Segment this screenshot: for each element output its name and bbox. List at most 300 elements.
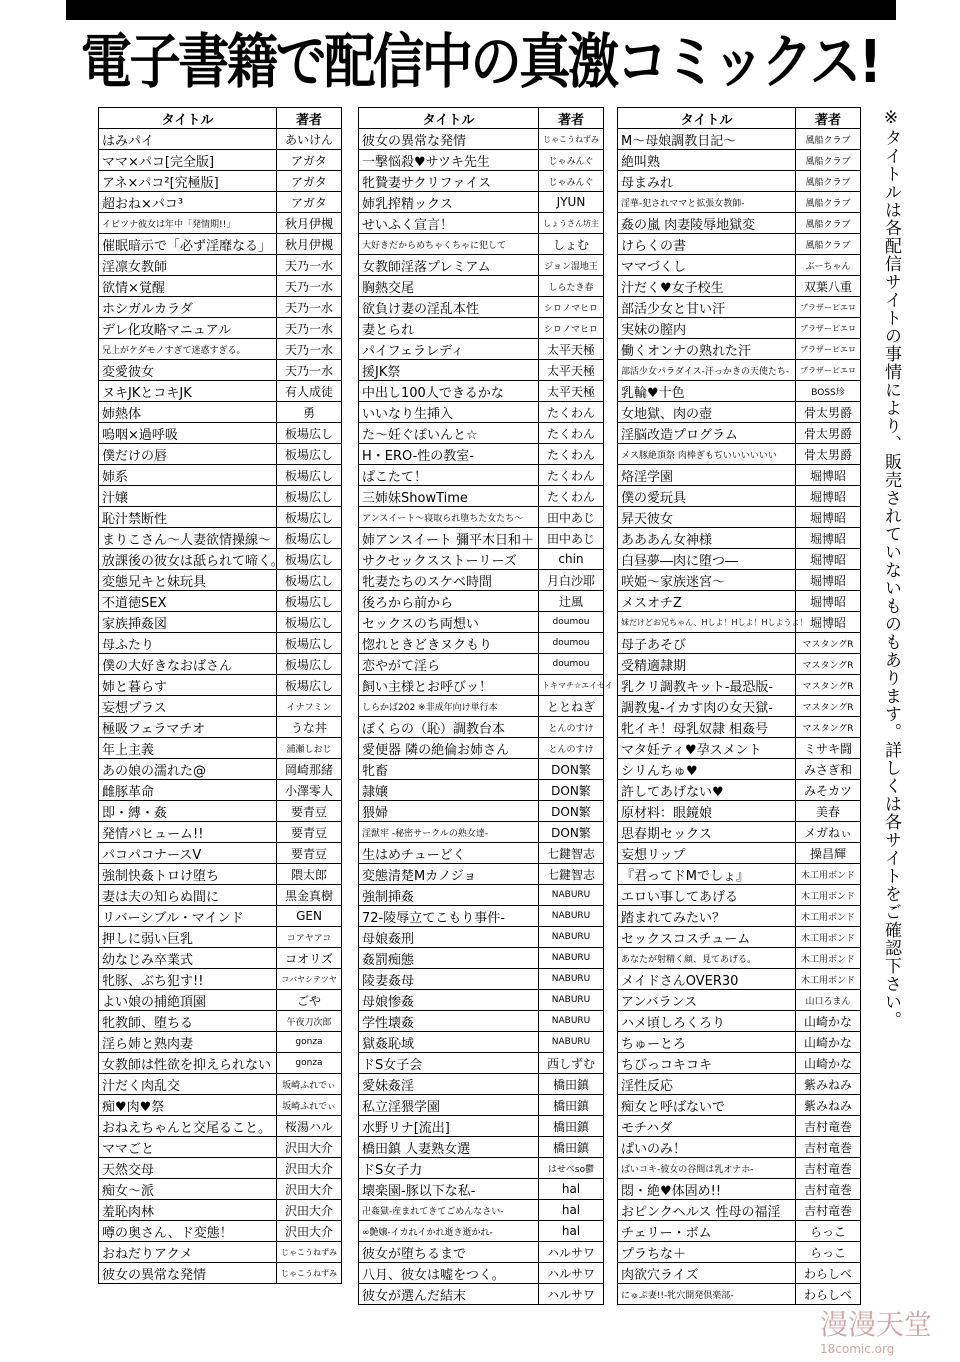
book-author: ブラザーピエロ	[796, 339, 861, 360]
catalog-row	[359, 738, 604, 759]
book-author: 吉村竜巻	[796, 1116, 861, 1137]
book-author: ミサキ闘	[796, 738, 861, 759]
book-title: 隷嬢	[359, 780, 539, 801]
watermark-logo-text: 漫漫天堂	[820, 1308, 933, 1341]
book-author: 坂崎ふれでぃ	[277, 1074, 342, 1095]
catalog-row	[359, 1221, 604, 1242]
book-author: らっこ	[796, 1242, 861, 1263]
book-author: 要青豆	[277, 822, 342, 843]
book-author: doumou	[539, 633, 604, 654]
book-author: NABURU	[539, 948, 604, 969]
book-author: しょうさん坊主	[539, 213, 604, 234]
book-title: 獄姦恥域	[359, 1032, 539, 1053]
book-title: リバーシブル・マインド	[99, 906, 277, 927]
book-author: 堀博昭	[796, 507, 861, 528]
book-title: 絶叫熟	[618, 150, 796, 171]
catalog-row	[99, 1053, 342, 1074]
catalog-row	[359, 486, 604, 507]
catalog-row	[359, 1263, 604, 1284]
catalog-row	[618, 486, 861, 507]
book-title: 三姉妹ShowTime	[359, 486, 539, 507]
book-title: 欲情×覚醒	[99, 276, 277, 297]
book-author: chin	[539, 549, 604, 570]
book-title: よい娘の捕絶頂園	[99, 990, 277, 1011]
catalog-row	[99, 1158, 342, 1179]
book-title: 催眠暗示で「必ず淫靡なる」	[99, 234, 277, 255]
catalog-table-1	[98, 107, 342, 1284]
availability-note: ※タイトルは各配信サイトの事情により、販売されていないものもあります。詳しくは各サイトをご確認下さい。	[881, 108, 901, 1029]
catalog-row	[618, 591, 861, 612]
catalog-row	[359, 654, 604, 675]
book-author: 骨太男爵	[796, 402, 861, 423]
catalog-row	[618, 1284, 861, 1305]
catalog-row	[359, 1200, 604, 1221]
book-author: シロノマヒロ	[539, 318, 604, 339]
catalog-row	[99, 444, 342, 465]
catalog-row	[99, 255, 342, 276]
book-author: hal	[539, 1200, 604, 1221]
book-title: 噂の奥さん、ド変態！	[99, 1221, 277, 1242]
catalog-row	[359, 1011, 604, 1032]
book-author: DON繁	[539, 759, 604, 780]
book-title: 強制快姦トロけ堕ち	[99, 864, 277, 885]
book-author: しらたき春	[539, 276, 604, 297]
book-title: 嗚咽×過呼吸	[99, 423, 277, 444]
book-title: しらかば202 ※非成年向け単行本	[359, 696, 539, 717]
book-title: 許してあげない♥	[618, 780, 796, 801]
catalog-row	[99, 297, 342, 318]
book-title: ちゅーとろ	[618, 1032, 796, 1053]
catalog-row	[99, 171, 342, 192]
book-author: 双葉八重	[796, 276, 861, 297]
book-author: シロノマヒロ	[539, 297, 604, 318]
book-title: 愛便器 隣の絶倫お姉さん	[359, 738, 539, 759]
catalog-row	[618, 633, 861, 654]
book-author: hal	[539, 1221, 604, 1242]
book-author: イナフミン	[277, 696, 342, 717]
book-title: 姉アンスイート 彌平木日和＋	[359, 528, 539, 549]
catalog-row	[99, 675, 342, 696]
catalog-row	[359, 276, 604, 297]
catalog-row	[618, 1179, 861, 1200]
catalog-table-2	[358, 107, 613, 1305]
book-title: ホシガルカラダ	[99, 297, 277, 318]
book-title: 牝畜	[359, 759, 539, 780]
book-author: 有人成徒	[277, 381, 342, 402]
book-title: けらくの書	[618, 234, 796, 255]
catalog-row	[618, 738, 861, 759]
book-author: 板場広し	[277, 570, 342, 591]
book-title: 水野リナ[流出]	[359, 1116, 539, 1137]
book-author: 天乃一水	[277, 318, 342, 339]
watermark-url: 18comic.org	[820, 1342, 895, 1356]
book-author: じゃみんぐ	[539, 150, 604, 171]
book-author: マスタングR	[796, 675, 861, 696]
book-author: 木工用ボンド	[796, 969, 861, 990]
catalog-row	[99, 1179, 342, 1200]
catalog-row	[99, 885, 342, 906]
catalog-row	[618, 129, 861, 150]
book-author: 風船クラブ	[796, 171, 861, 192]
catalog-row	[359, 717, 604, 738]
book-author: 板場広し	[277, 444, 342, 465]
book-title: 『君ってドMでしょ』	[618, 864, 796, 885]
book-author: 吉村竜巻	[796, 1179, 861, 1200]
book-author: 堀博昭	[796, 465, 861, 486]
book-title: 汁だく♥女子校生	[618, 276, 796, 297]
book-title: 女教師は性欲を抑えられない	[99, 1053, 277, 1074]
catalog-row	[618, 1116, 861, 1137]
catalog-row	[618, 906, 861, 927]
book-author: 天乃一水	[277, 297, 342, 318]
book-author: はせべso鬱	[539, 1158, 604, 1179]
catalog-row	[618, 276, 861, 297]
book-title: 幼なじみ卒業式	[99, 948, 277, 969]
book-title: ぱいコキ-彼女の谷間は乳オナホ-	[618, 1158, 796, 1179]
book-title: プラちな＋	[618, 1242, 796, 1263]
book-author: 操昌輝	[796, 843, 861, 864]
catalog-row	[618, 381, 861, 402]
catalog-row	[99, 528, 342, 549]
book-title: 女教師淫落プレミアム	[359, 255, 539, 276]
book-author: 沢田大介	[277, 1179, 342, 1200]
book-title: 汁嬢	[99, 486, 277, 507]
book-author: みそカツ	[796, 780, 861, 801]
book-title: 痴♥肉♥祭	[99, 1095, 277, 1116]
book-title: マタ妊ティ♥孕スメント	[618, 738, 796, 759]
book-title: 乳輪♥十色	[618, 381, 796, 402]
catalog-row	[99, 780, 342, 801]
book-author: 吉村竜巻	[796, 1137, 861, 1158]
book-author: 太平天極	[539, 339, 604, 360]
book-title: 壊楽園-豚以下な私-	[359, 1179, 539, 1200]
catalog-row	[99, 1095, 342, 1116]
book-author: ハルサワ	[539, 1284, 604, 1305]
book-author: 秋月伊槻	[277, 234, 342, 255]
book-title: 母まみれ	[618, 171, 796, 192]
catalog-row	[618, 444, 861, 465]
book-title: あなたが射精く顔、見てあげる。	[618, 948, 796, 969]
book-author: 月白沙耶	[539, 570, 604, 591]
catalog-row	[99, 402, 342, 423]
book-title: アンバランス	[618, 990, 796, 1011]
catalog-row	[618, 759, 861, 780]
catalog-row	[359, 969, 604, 990]
book-title: パイフェラレディ	[359, 339, 539, 360]
catalog-row	[359, 780, 604, 801]
book-author: ハルサワ	[539, 1263, 604, 1284]
book-title: せいふく宣言！	[359, 213, 539, 234]
book-author: 板場広し	[277, 465, 342, 486]
book-author: たくわん	[539, 402, 604, 423]
catalog-row	[99, 906, 342, 927]
book-title: 淫凛女教師	[99, 255, 277, 276]
catalog-row	[99, 486, 342, 507]
book-title: 彼女の異常な発情	[99, 1263, 277, 1284]
book-title: 卍姦獄-産まれてきてごめんなさい-	[359, 1200, 539, 1221]
book-author: じゃこうねずみ	[277, 1263, 342, 1284]
book-title: 恋やがて淫ら	[359, 654, 539, 675]
book-author: コオリズ	[277, 948, 342, 969]
book-author: hal	[539, 1179, 604, 1200]
book-title: 原材料：眼鏡娘	[618, 801, 796, 822]
book-author: ブラザーピエロ	[796, 318, 861, 339]
catalog-row	[359, 591, 604, 612]
book-author: 隈太郎	[277, 864, 342, 885]
book-author: 午夜刀次郎	[277, 1011, 342, 1032]
book-title: 変態兄キと妹玩具	[99, 570, 277, 591]
book-title: 天然交母	[99, 1158, 277, 1179]
book-author: 板場広し	[277, 528, 342, 549]
book-title: 母娘姦刑	[359, 927, 539, 948]
book-author: たくわん	[539, 465, 604, 486]
catalog-row	[618, 1137, 861, 1158]
book-author: 堀博昭	[796, 486, 861, 507]
catalog-row	[359, 612, 604, 633]
book-title: あの娘の濡れた@	[99, 759, 277, 780]
catalog-row	[99, 507, 342, 528]
book-author: じゃこうねずみ	[539, 129, 604, 150]
catalog-row	[359, 360, 604, 381]
catalog-row	[359, 234, 604, 255]
catalog-row	[99, 549, 342, 570]
book-author: 堀博昭	[796, 570, 861, 591]
book-title: H・ERO-性の教室-	[359, 444, 539, 465]
catalog-row	[99, 192, 342, 213]
book-author: 沢田大介	[277, 1137, 342, 1158]
book-title: ぱいのみ！	[618, 1137, 796, 1158]
book-title: 淫ら姉と熟肉妻	[99, 1032, 277, 1053]
book-title: 兄上がケダモノすぎて迷惑すぎる。	[99, 339, 277, 360]
book-author: 木工用ボンド	[796, 885, 861, 906]
catalog-row	[618, 1263, 861, 1284]
book-author: 堀博昭	[796, 591, 861, 612]
catalog-row	[99, 759, 342, 780]
catalog-row	[618, 402, 861, 423]
book-title: 極吸フェラマチオ	[99, 717, 277, 738]
book-author: 沢田大介	[277, 1158, 342, 1179]
catalog-row	[359, 1095, 604, 1116]
author-column-header: 著者	[539, 108, 604, 129]
book-title: 発情パヒューム!!	[99, 822, 277, 843]
book-author: コバヤシテツヤ	[277, 969, 342, 990]
book-author: 七鍵智志	[539, 864, 604, 885]
book-title: デレ化攻略マニュアル	[99, 318, 277, 339]
book-author: メガねぃ	[796, 822, 861, 843]
catalog-row	[359, 255, 604, 276]
book-title: 大好きだからめちゃくちゃに犯して	[359, 234, 539, 255]
catalog-row	[618, 570, 861, 591]
book-author: 橋田鎮	[539, 1137, 604, 1158]
book-author: gonza	[277, 1032, 342, 1053]
book-title: 妻は夫の知らぬ間に	[99, 885, 277, 906]
catalog-row	[359, 1179, 604, 1200]
book-title: 彼女の異常な発情	[359, 129, 539, 150]
catalog-row	[359, 864, 604, 885]
catalog-row	[618, 675, 861, 696]
catalog-row	[99, 864, 342, 885]
book-author: マスタングR	[796, 717, 861, 738]
catalog-row	[359, 297, 604, 318]
book-title: 姉熱体	[99, 402, 277, 423]
book-author: 山崎かな	[796, 1011, 861, 1032]
catalog-row	[618, 780, 861, 801]
book-title: 愛妹姦淫	[359, 1074, 539, 1095]
book-author: 板場広し	[277, 612, 342, 633]
book-title: パコパコナースV	[99, 843, 277, 864]
catalog-row	[618, 990, 861, 1011]
book-title: た～妊ぐぽいんと☆	[359, 423, 539, 444]
book-title: 姦の嵐 肉妻陵辱地獄変	[618, 213, 796, 234]
book-title: 白昼夢―肉に堕つ―	[618, 549, 796, 570]
book-author: 浦瀬しおじ	[277, 738, 342, 759]
catalog-row	[359, 171, 604, 192]
book-author: 風船クラブ	[796, 234, 861, 255]
book-title: 母子あそび	[618, 633, 796, 654]
catalog-row	[618, 948, 861, 969]
book-author: 木工用ボンド	[796, 948, 861, 969]
catalog-row	[618, 843, 861, 864]
catalog-row	[99, 465, 342, 486]
book-author: NABURU	[539, 969, 604, 990]
book-title: 妄想リップ	[618, 843, 796, 864]
catalog-row	[618, 927, 861, 948]
book-author: 坂崎ふれでぃ	[277, 1095, 342, 1116]
book-title: 胸熱交尾	[359, 276, 539, 297]
catalog-row	[618, 612, 861, 633]
book-author: 勇	[277, 402, 342, 423]
top-black-bar	[66, 0, 896, 20]
book-title: 妻とられ	[359, 318, 539, 339]
catalog-row	[99, 1221, 342, 1242]
book-title: 汁だく肉乱交	[99, 1074, 277, 1095]
book-title: 変愛彼女	[99, 360, 277, 381]
book-title: 肉欲穴ライズ	[618, 1263, 796, 1284]
catalog-row	[99, 717, 342, 738]
book-author: マスタングR	[796, 654, 861, 675]
catalog-row	[618, 192, 861, 213]
catalog-row	[359, 1116, 604, 1137]
catalog-row	[99, 1011, 342, 1032]
book-title: 雌豚革命	[99, 780, 277, 801]
catalog-row	[359, 129, 604, 150]
book-title: 実妹の膣内	[618, 318, 796, 339]
book-title: セックスのち両想い	[359, 612, 539, 633]
catalog-row	[359, 1032, 604, 1053]
catalog-row	[359, 906, 604, 927]
book-author: うな丼	[277, 717, 342, 738]
book-author: 風船クラブ	[796, 213, 861, 234]
book-author: DON繁	[539, 822, 604, 843]
book-author: アガタ	[277, 150, 342, 171]
catalog-row	[99, 1242, 342, 1263]
catalog-table-3	[617, 107, 861, 1305]
book-author: トキマチ☆エイセイ	[539, 675, 604, 696]
book-author: とんのすけ	[539, 738, 604, 759]
book-title: まりこさん～人妻欲情操線～	[99, 528, 277, 549]
book-author: 橋田鎮	[539, 1116, 604, 1137]
book-title: 八月、彼女は嘘をつく。	[359, 1263, 539, 1284]
book-title: 超おね×パコ³	[99, 192, 277, 213]
book-title: おピンクヘルス 性母の福淫	[618, 1200, 796, 1221]
book-author: 辻風	[539, 591, 604, 612]
book-title: メスオチZ	[618, 591, 796, 612]
book-author: 木工用ボンド	[796, 906, 861, 927]
catalog-row	[99, 1032, 342, 1053]
catalog-row	[99, 1116, 342, 1137]
book-author: 西しずむ	[539, 1053, 604, 1074]
catalog-row	[99, 633, 342, 654]
catalog-row	[618, 1242, 861, 1263]
book-author: とんのすけ	[539, 717, 604, 738]
catalog-row	[99, 423, 342, 444]
catalog-row	[359, 549, 604, 570]
catalog-row	[99, 339, 342, 360]
book-author: 橋田鎮	[539, 1074, 604, 1095]
book-author: あいけん	[277, 129, 342, 150]
book-author: 板場広し	[277, 486, 342, 507]
book-title: イビツナ彼女は年中「発情期!!」	[99, 213, 277, 234]
catalog-row	[359, 675, 604, 696]
book-title: 一撃悩殺♥サツキ先生	[359, 150, 539, 171]
book-title: 痴女～派	[99, 1179, 277, 1200]
book-author: 堀博昭	[796, 549, 861, 570]
book-author: 岡崎那緒	[277, 759, 342, 780]
catalog-row	[618, 822, 861, 843]
book-author: らっこ	[796, 1221, 861, 1242]
book-title: 後ろから前から	[359, 591, 539, 612]
book-title: 姉系	[99, 465, 277, 486]
catalog-row	[99, 927, 342, 948]
page-headline: 電子書籍で配信中の真激コミックス!	[80, 27, 880, 96]
book-author: マスタングR	[796, 696, 861, 717]
catalog-row	[99, 150, 342, 171]
book-title: 牝イキ！母乳奴隷 相姦号	[618, 717, 796, 738]
book-author: 風船クラブ	[796, 150, 861, 171]
catalog-row	[359, 927, 604, 948]
book-author: わらしべ	[796, 1263, 861, 1284]
book-author: NABURU	[539, 885, 604, 906]
book-title: 年上主義	[99, 738, 277, 759]
book-author: 山崎かな	[796, 1053, 861, 1074]
catalog-row	[99, 591, 342, 612]
book-title: 踏まれてみたい？	[618, 906, 796, 927]
book-title: 部活少女と甘い汗	[618, 297, 796, 318]
book-title: ママごと	[99, 1137, 277, 1158]
book-title: 受精適隷期	[618, 654, 796, 675]
book-title: 母ふたり	[99, 633, 277, 654]
book-title: 牝妻たちのスケベ時間	[359, 570, 539, 591]
catalog-row	[359, 192, 604, 213]
catalog-row	[618, 465, 861, 486]
book-title: 姦罰痴態	[359, 948, 539, 969]
book-author: 桜湯ハル	[277, 1116, 342, 1137]
catalog-row	[99, 1263, 342, 1284]
book-author: NABURU	[539, 906, 604, 927]
book-title: 飼い主様とお呼びッ！	[359, 675, 539, 696]
book-title: 咲姫～家族迷宮～	[618, 570, 796, 591]
catalog-row	[359, 948, 604, 969]
book-title: はみパイ	[99, 129, 277, 150]
catalog-row	[99, 969, 342, 990]
book-author: GEN	[277, 906, 342, 927]
book-author: 堀博昭	[796, 612, 861, 633]
book-title: あああん女神様	[618, 528, 796, 549]
catalog-row	[618, 234, 861, 255]
book-author: gonza	[277, 1053, 342, 1074]
catalog-row	[99, 801, 342, 822]
book-author: ごや	[277, 990, 342, 1011]
